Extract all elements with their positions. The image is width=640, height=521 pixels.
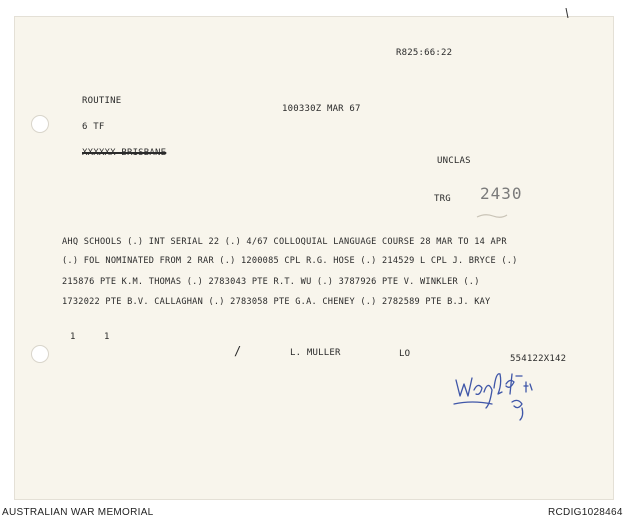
struck-addressee: XXXXXX BRISBANE <box>82 148 167 158</box>
page-count-1: 1 <box>70 332 76 342</box>
originator-code: LO <box>399 349 411 359</box>
catalogue-id: RCDIG1028464 <box>548 507 623 518</box>
addressee: 6 TF <box>82 122 105 132</box>
handwritten-signature <box>452 364 542 428</box>
body-line-2: (.) FOL NOMINATED FROM 2 RAR (.) 1200085 CPL R.G. HOSE (.) 214529 L CPL J. BRYCE (.) <box>62 256 518 266</box>
datetime-group: 100330Z MAR 67 <box>282 104 361 114</box>
separator-slash: / <box>234 344 242 358</box>
paper-mark <box>565 8 569 18</box>
precedence: ROUTINE <box>82 96 122 106</box>
body-line-1: AHQ SCHOOLS (.) INT SERIAL 22 (.) 4/67 COLLOQUIAL LANGUAGE COURSE 28 MAR TO 14 APR <box>62 237 507 247</box>
time-stamp: 554122X142 <box>510 354 567 364</box>
trg-number: 2430 <box>480 184 523 203</box>
classification: UNCLAS <box>437 156 471 166</box>
faint-ink-mark <box>475 210 509 222</box>
trg-label: TRG <box>434 194 451 204</box>
reference-number: R825:66:22 <box>396 48 453 58</box>
source-label: AUSTRALIAN WAR MEMORIAL <box>2 507 154 518</box>
body-line-4: 1732022 PTE B.V. CALLAGHAN (.) 2783058 PTE G.A. CHENEY (.) 2782589 PTE B.J. KAY <box>62 297 491 307</box>
originator-name: L. MULLER <box>290 348 341 358</box>
body-line-3: 215876 PTE K.M. THOMAS (.) 2783043 PTE R.T. WU (.) 3787926 PTE V. WINKLER (.) <box>62 277 480 287</box>
page-count-2: 1 <box>104 332 110 342</box>
punch-hole-bottom <box>31 345 49 363</box>
punch-hole-top <box>31 115 49 133</box>
